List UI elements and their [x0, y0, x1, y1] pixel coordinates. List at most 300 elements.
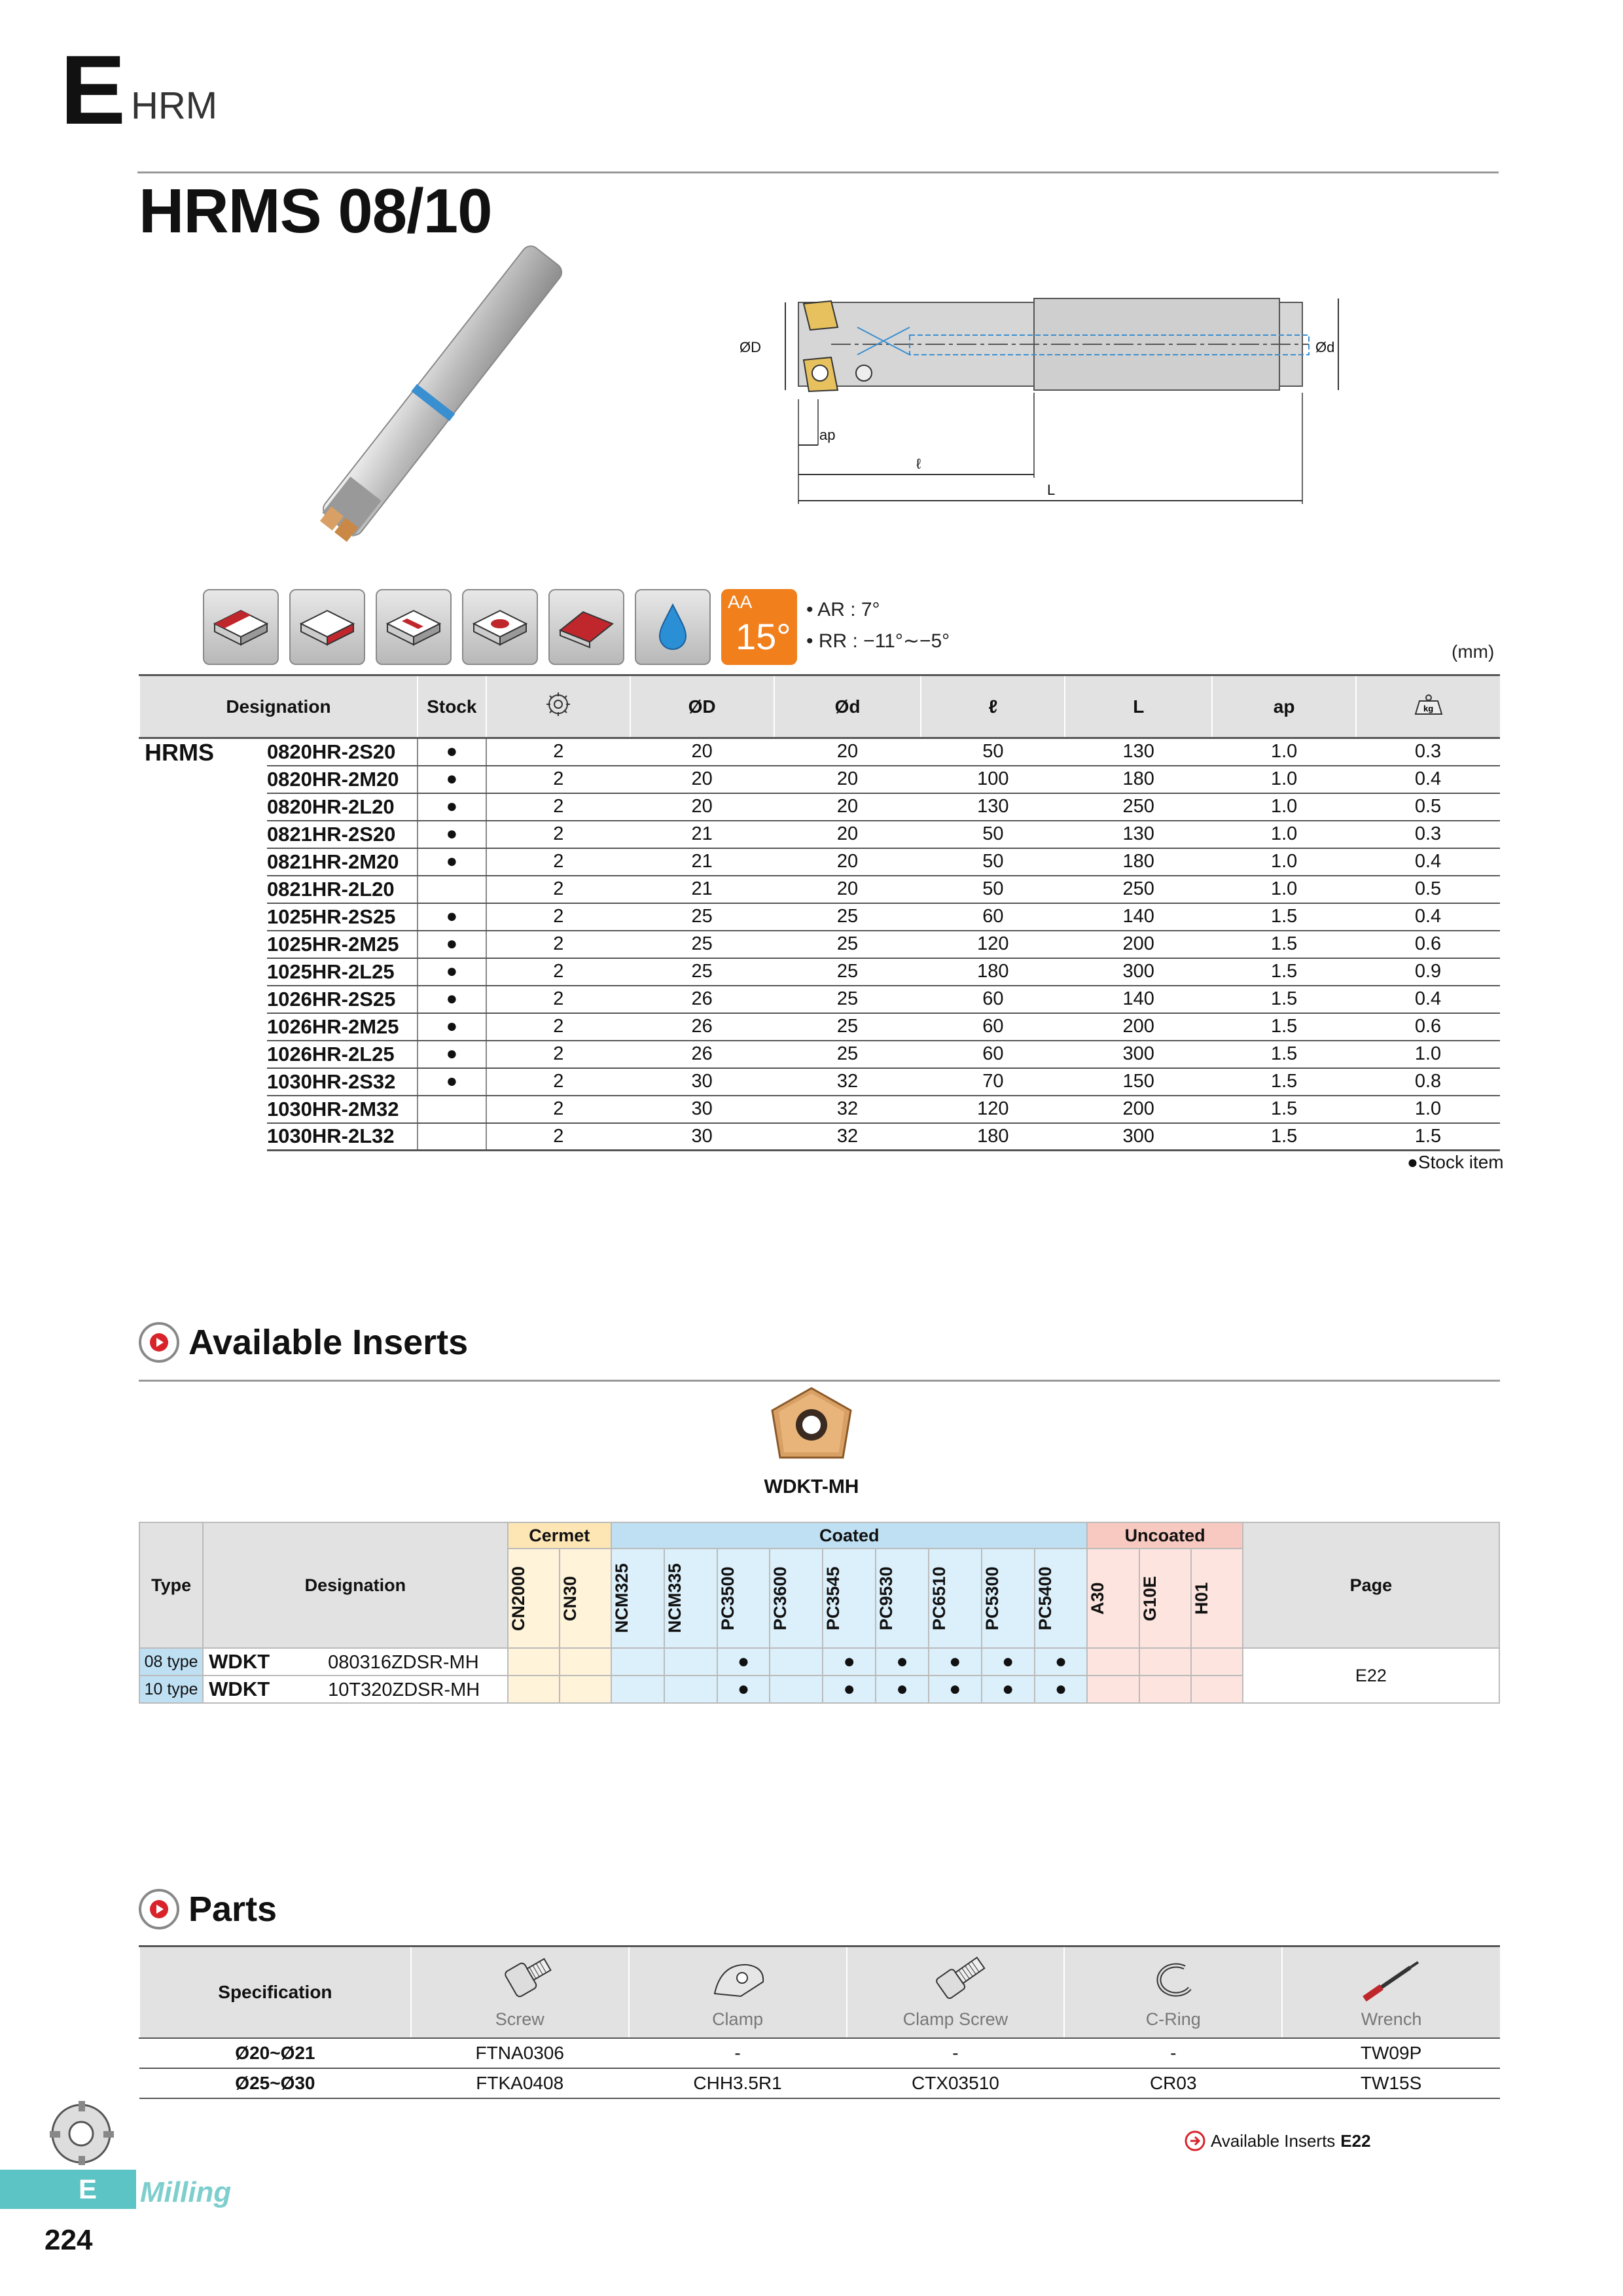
cell-des: 1025HR-2M25 — [267, 931, 418, 958]
cell-L: 180 — [1065, 766, 1212, 793]
table-row — [139, 793, 1500, 821]
grade-availability — [664, 1676, 717, 1703]
pocket-milling-icon — [462, 589, 538, 665]
parts-table — [139, 1945, 1500, 2099]
cell-L: 300 — [1065, 1123, 1212, 1151]
header-d: Ød — [774, 675, 921, 738]
parts-value: CHH3.5R1 — [629, 2068, 847, 2098]
cell-z: 2 — [486, 903, 630, 931]
cell-stock: ● — [418, 986, 486, 1013]
cell-l: 60 — [921, 903, 1065, 931]
grade-availability — [560, 1648, 611, 1676]
cell-L: 300 — [1065, 1041, 1212, 1068]
arrow-circle-icon — [1185, 2130, 1205, 2151]
cell-des: 1030HR-2S32 — [267, 1068, 418, 1096]
grade-availability — [1139, 1648, 1191, 1676]
dim-label-L: L — [1047, 482, 1056, 498]
dim-label-d: Ød — [1315, 339, 1335, 355]
grade-availability: ● — [717, 1676, 770, 1703]
cell-kg: 1.5 — [1356, 1123, 1500, 1151]
grade-label: PC9530 — [876, 1566, 897, 1630]
grade-header — [508, 1549, 560, 1648]
cell-l: 120 — [921, 931, 1065, 958]
grade-label: PC3500 — [717, 1566, 738, 1630]
parts-value: TW09P — [1282, 2038, 1500, 2068]
table-row — [139, 1648, 1499, 1676]
cell-z: 2 — [486, 876, 630, 903]
cell-z: 2 — [486, 766, 630, 793]
grade-availability: ● — [982, 1648, 1035, 1676]
grade-header — [876, 1549, 929, 1648]
cell-stock: ● — [418, 903, 486, 931]
cell-l: 60 — [921, 1041, 1065, 1068]
cell-kg: 0.4 — [1356, 986, 1500, 1013]
header-designation: Designation — [139, 675, 418, 738]
grade-header — [1087, 1549, 1139, 1648]
parts-header-c-ring — [1064, 1946, 1282, 2038]
cell-stock: ● — [418, 738, 486, 766]
play-icon — [139, 1322, 179, 1363]
parts-value: - — [847, 2038, 1065, 2068]
table-row — [139, 1123, 1500, 1151]
cell-ap: 1.5 — [1212, 1123, 1356, 1151]
side-band — [0, 2170, 39, 2209]
cell-d: 20 — [774, 738, 921, 766]
ins-group-uncoated: Uncoated — [1087, 1522, 1242, 1549]
cell-z: 2 — [486, 958, 630, 986]
axial-rake: • AR : 7° — [806, 599, 880, 620]
c-ring-icon — [1137, 1954, 1209, 2007]
cell-l: 50 — [921, 876, 1065, 903]
cell-ap: 1.0 — [1212, 766, 1356, 793]
insert-page-ref[interactable]: E22 — [1243, 1648, 1499, 1703]
parts-label-clamp-screw: Clamp Screw — [902, 2009, 1008, 2030]
grade-header — [611, 1549, 664, 1648]
cell-D: 25 — [630, 931, 774, 958]
cell-l: 50 — [921, 738, 1065, 766]
grade-availability — [508, 1676, 560, 1703]
insert-label: WDKT-MH — [764, 1476, 859, 1498]
cell-d: 25 — [774, 903, 921, 931]
parts-header-screw — [411, 1946, 629, 2038]
footer-ref-label: Available Inserts — [1211, 2130, 1336, 2151]
cell-kg: 0.8 — [1356, 1068, 1500, 1096]
grade-availability: ● — [1035, 1648, 1088, 1676]
parts-heading — [139, 1889, 277, 1929]
grade-availability — [664, 1648, 717, 1676]
cell-ap: 1.5 — [1212, 1068, 1356, 1096]
header-D: ØD — [630, 675, 774, 738]
unit-label: (mm) — [1452, 641, 1495, 662]
teeth-count-icon — [545, 691, 571, 717]
insert-prefix: WDKT — [209, 1677, 270, 1700]
cell-D: 30 — [630, 1096, 774, 1123]
cell-ap: 1.0 — [1212, 793, 1356, 821]
grade-availability — [1191, 1648, 1243, 1676]
cell-d: 25 — [774, 931, 921, 958]
parts-spec: Ø25~Ø30 — [139, 2068, 411, 2098]
grade-header — [1139, 1549, 1191, 1648]
header-ap: ap — [1212, 675, 1356, 738]
cell-D: 26 — [630, 1013, 774, 1041]
cell-z: 2 — [486, 821, 630, 848]
cell-d: 25 — [774, 958, 921, 986]
cell-des: 1026HR-2L25 — [267, 1041, 418, 1068]
parts-label-wrench: Wrench — [1361, 2009, 1422, 2030]
cell-l: 70 — [921, 1068, 1065, 1096]
cell-D: 20 — [630, 766, 774, 793]
cell-kg: 0.6 — [1356, 931, 1500, 958]
insert-type: 08 type — [139, 1648, 203, 1676]
grade-availability — [611, 1676, 664, 1703]
cell-d: 25 — [774, 1041, 921, 1068]
grade-label: CN30 — [560, 1575, 580, 1621]
grade-label: CN2000 — [508, 1566, 528, 1631]
header-L: L — [1065, 675, 1212, 738]
parts-label-screw: Screw — [495, 2009, 544, 2030]
cell-ap: 1.5 — [1212, 958, 1356, 986]
section-tab-name: Milling — [140, 2176, 232, 2208]
cell-l: 180 — [921, 958, 1065, 986]
grade-label: NCM335 — [664, 1563, 685, 1634]
ins-group-cermet: Cermet — [508, 1522, 611, 1549]
table-row — [139, 903, 1500, 931]
cell-D: 30 — [630, 1068, 774, 1096]
header-rule — [137, 171, 1499, 173]
insert-code: 080316ZDSR-MH — [328, 1652, 479, 1673]
cell-d: 32 — [774, 1068, 921, 1096]
ins-header-type: Type — [139, 1522, 203, 1648]
cell-L: 130 — [1065, 738, 1212, 766]
cell-stock: ● — [418, 766, 486, 793]
cell-des: 0820HR-2S20 — [267, 738, 418, 766]
footer-ref-page: E22 — [1340, 2130, 1371, 2151]
grade-availability — [1191, 1676, 1243, 1703]
inserts-rule — [139, 1380, 1500, 1382]
table-row — [139, 1013, 1500, 1041]
radial-rake: • RR : −11°∼−5° — [806, 630, 950, 652]
parts-title: Parts — [188, 1890, 277, 1929]
cell-kg: 1.0 — [1356, 1041, 1500, 1068]
grade-availability — [1087, 1676, 1139, 1703]
cell-ap: 1.0 — [1212, 848, 1356, 876]
play-icon — [139, 1889, 179, 1929]
table-row — [139, 931, 1500, 958]
cell-des: 1030HR-2M32 — [267, 1096, 418, 1123]
cell-stock: ● — [418, 793, 486, 821]
grade-availability: ● — [982, 1676, 1035, 1703]
cell-l: 120 — [921, 1096, 1065, 1123]
header-l: ℓ — [921, 675, 1065, 738]
coolant-icon — [635, 589, 711, 665]
parts-value: CTX03510 — [847, 2068, 1065, 2098]
table-row — [139, 986, 1500, 1013]
cell-kg: 0.4 — [1356, 903, 1500, 931]
cell-kg: 0.4 — [1356, 848, 1500, 876]
dim-label-l: ℓ — [916, 456, 921, 472]
grade-header — [823, 1549, 876, 1648]
cell-des: 1025HR-2S25 — [267, 903, 418, 931]
cell-ap: 1.5 — [1212, 1013, 1356, 1041]
parts-label-c-ring: C-Ring — [1145, 2009, 1201, 2030]
grade-availability: ● — [929, 1676, 982, 1703]
table-row — [139, 1041, 1500, 1068]
cell-d: 25 — [774, 986, 921, 1013]
cell-D: 25 — [630, 903, 774, 931]
tool-image — [262, 236, 628, 550]
cell-kg: 0.5 — [1356, 876, 1500, 903]
cell-kg: 0.5 — [1356, 793, 1500, 821]
aa-value: 15° — [736, 616, 791, 657]
cell-l: 100 — [921, 766, 1065, 793]
insert-designation — [203, 1648, 507, 1676]
screw-icon — [484, 1954, 556, 2007]
cell-L: 140 — [1065, 986, 1212, 1013]
parts-value: - — [629, 2038, 847, 2068]
grade-header — [664, 1549, 717, 1648]
cell-d: 25 — [774, 1013, 921, 1041]
grade-label: H01 — [1191, 1582, 1211, 1615]
cell-d: 20 — [774, 793, 921, 821]
grade-availability: ● — [876, 1676, 929, 1703]
grade-availability: ● — [929, 1648, 982, 1676]
header-teeth — [486, 675, 630, 738]
cell-des: 1030HR-2L32 — [267, 1123, 418, 1151]
cell-d: 32 — [774, 1096, 921, 1123]
section-letter: E — [60, 35, 126, 145]
cell-D: 26 — [630, 986, 774, 1013]
ins-header-page: Page — [1243, 1522, 1499, 1648]
cell-kg: 0.3 — [1356, 738, 1500, 766]
parts-spec: Ø20~Ø21 — [139, 2038, 411, 2068]
grade-availability — [508, 1648, 560, 1676]
cell-kg: 0.4 — [1356, 766, 1500, 793]
cell-des: 1026HR-2M25 — [267, 1013, 418, 1041]
grade-availability — [1087, 1648, 1139, 1676]
weight-icon — [1414, 693, 1443, 715]
grade-label: PC3600 — [770, 1566, 791, 1630]
cell-D: 25 — [630, 958, 774, 986]
cell-ap: 1.5 — [1212, 1096, 1356, 1123]
table-row — [139, 958, 1500, 986]
grade-label: PC3545 — [823, 1566, 844, 1630]
insert-image — [766, 1384, 857, 1469]
cell-stock: ● — [418, 1041, 486, 1068]
cell-D: 21 — [630, 876, 774, 903]
section-name: HRM — [131, 84, 218, 127]
cell-z: 2 — [486, 1123, 630, 1151]
cell-stock: ● — [418, 1013, 486, 1041]
ramping-icon — [548, 589, 624, 665]
cell-l: 60 — [921, 986, 1065, 1013]
parts-header-clamp — [629, 1946, 847, 2038]
table-row — [139, 1096, 1500, 1123]
cell-d: 20 — [774, 821, 921, 848]
cell-stock: ● — [418, 848, 486, 876]
grade-header — [929, 1549, 982, 1648]
cell-L: 130 — [1065, 821, 1212, 848]
grade-availability — [770, 1676, 823, 1703]
grade-label: PC5300 — [982, 1566, 1002, 1630]
cell-des: 1026HR-2S25 — [267, 986, 418, 1013]
cell-z: 2 — [486, 793, 630, 821]
grade-header — [560, 1549, 611, 1648]
cell-D: 30 — [630, 1123, 774, 1151]
parts-label-clamp: Clamp — [712, 2009, 764, 2030]
cell-kg: 0.3 — [1356, 821, 1500, 848]
cell-des: 0821HR-2L20 — [267, 876, 418, 903]
cell-ap: 1.0 — [1212, 876, 1356, 903]
cell-L: 150 — [1065, 1068, 1212, 1096]
dim-label-ap: ap — [819, 427, 836, 443]
milling-cutter-icon — [42, 2094, 120, 2166]
grade-availability — [1139, 1676, 1191, 1703]
grade-availability: ● — [876, 1648, 929, 1676]
page-number: 224 — [45, 2224, 93, 2256]
cell-l: 50 — [921, 848, 1065, 876]
parts-value: - — [1064, 2038, 1282, 2068]
grade-header — [1191, 1549, 1243, 1648]
table-row — [139, 876, 1500, 903]
face-milling-icon — [203, 589, 279, 665]
parts-value: CR03 — [1064, 2068, 1282, 2098]
parts-header-spec: Specification — [139, 1946, 411, 2038]
cell-stock — [418, 1123, 486, 1151]
cell-z: 2 — [486, 931, 630, 958]
cell-l: 180 — [921, 1123, 1065, 1151]
svg-text:kg: kg — [1423, 704, 1433, 713]
axial-angle-badge — [721, 589, 797, 665]
cell-des: 1025HR-2L25 — [267, 958, 418, 986]
aa-label: AA — [728, 592, 753, 612]
parts-value: FTNA0306 — [411, 2038, 629, 2068]
grade-label: A30 — [1088, 1582, 1108, 1615]
cell-z: 2 — [486, 738, 630, 766]
header-weight — [1356, 675, 1500, 738]
cell-L: 250 — [1065, 876, 1212, 903]
cell-D: 21 — [630, 821, 774, 848]
grade-availability — [770, 1648, 823, 1676]
cell-des: 0821HR-2S20 — [267, 821, 418, 848]
cell-D: 26 — [630, 1041, 774, 1068]
grade-label: NCM325 — [611, 1563, 632, 1634]
cell-d: 32 — [774, 1123, 921, 1151]
cell-stock: ● — [418, 958, 486, 986]
insert-designation — [203, 1676, 507, 1703]
cell-z: 2 — [486, 986, 630, 1013]
table-row — [139, 738, 1500, 766]
grade-availability: ● — [717, 1648, 770, 1676]
cell-l: 60 — [921, 1013, 1065, 1041]
stock-note: ●Stock item — [1407, 1152, 1504, 1172]
wrench-icon — [1355, 1954, 1427, 2007]
cell-z: 2 — [486, 1068, 630, 1096]
grade-availability: ● — [1035, 1676, 1088, 1703]
parts-header-clamp-screw — [847, 1946, 1065, 2038]
cell-stock: ● — [418, 821, 486, 848]
cell-ap: 1.0 — [1212, 821, 1356, 848]
rake-angles — [806, 594, 950, 657]
cell-L: 250 — [1065, 793, 1212, 821]
cell-des: 0821HR-2M20 — [267, 848, 418, 876]
grade-label: PC6510 — [929, 1566, 949, 1630]
section-tab[interactable]: E — [39, 2170, 136, 2209]
cell-L: 300 — [1065, 958, 1212, 986]
cell-ap: 1.5 — [1212, 1041, 1356, 1068]
footer-insert-reference[interactable] — [1185, 2130, 1371, 2151]
ins-header-designation: Designation — [203, 1522, 507, 1648]
dim-label-D: ØD — [740, 339, 761, 355]
grade-label: PC5400 — [1035, 1566, 1055, 1630]
grade-header — [770, 1549, 823, 1648]
cell-des: 0820HR-2M20 — [267, 766, 418, 793]
table-row — [139, 2038, 1500, 2068]
cell-L: 200 — [1065, 1096, 1212, 1123]
available-inserts-title: Available Inserts — [188, 1323, 469, 1362]
cell-ap: 1.0 — [1212, 738, 1356, 766]
cell-stock: ● — [418, 1068, 486, 1096]
cell-z: 2 — [486, 1096, 630, 1123]
grade-header — [982, 1549, 1035, 1648]
cell-d: 20 — [774, 876, 921, 903]
insert-code: 10T320ZDSR-MH — [328, 1679, 480, 1700]
clamp-screw-icon — [919, 1954, 991, 2007]
cell-des: 0820HR-2L20 — [267, 793, 418, 821]
tool-dimension-drawing — [726, 275, 1381, 524]
cell-d: 20 — [774, 848, 921, 876]
clamp-icon — [702, 1954, 774, 2007]
tool-spec-table — [139, 674, 1500, 1151]
table-row — [139, 821, 1500, 848]
insert-prefix: WDKT — [209, 1650, 270, 1673]
cell-ap: 1.5 — [1212, 931, 1356, 958]
cell-ap: 1.5 — [1212, 986, 1356, 1013]
grade-availability — [560, 1676, 611, 1703]
application-icons — [203, 589, 797, 665]
cell-z: 2 — [486, 1041, 630, 1068]
table-row — [139, 1068, 1500, 1096]
cell-stock — [418, 1096, 486, 1123]
cell-d: 20 — [774, 766, 921, 793]
cell-stock — [418, 876, 486, 903]
grade-availability — [611, 1648, 664, 1676]
cell-l: 130 — [921, 793, 1065, 821]
grade-availability: ● — [823, 1648, 876, 1676]
parts-value: FTKA0408 — [411, 2068, 629, 2098]
cell-kg: 1.0 — [1356, 1096, 1500, 1123]
slot-milling-icon — [376, 589, 452, 665]
cell-kg: 0.9 — [1356, 958, 1500, 986]
cell-D: 20 — [630, 738, 774, 766]
parts-value: TW15S — [1282, 2068, 1500, 2098]
cell-L: 180 — [1065, 848, 1212, 876]
table-row — [139, 848, 1500, 876]
table-row — [139, 2068, 1500, 2098]
page-title: HRMS 08/10 — [139, 176, 492, 246]
parts-header-wrench — [1282, 1946, 1500, 2038]
cell-kg: 0.6 — [1356, 1013, 1500, 1041]
cell-L: 200 — [1065, 1013, 1212, 1041]
ins-group-coated: Coated — [611, 1522, 1087, 1549]
cell-D: 21 — [630, 848, 774, 876]
table-row — [139, 766, 1500, 793]
insert-grade-table — [139, 1522, 1500, 1704]
grade-availability: ● — [823, 1676, 876, 1703]
available-inserts-heading — [139, 1322, 468, 1363]
cell-L: 140 — [1065, 903, 1212, 931]
grade-header — [717, 1549, 770, 1648]
insert-type: 10 type — [139, 1676, 203, 1703]
